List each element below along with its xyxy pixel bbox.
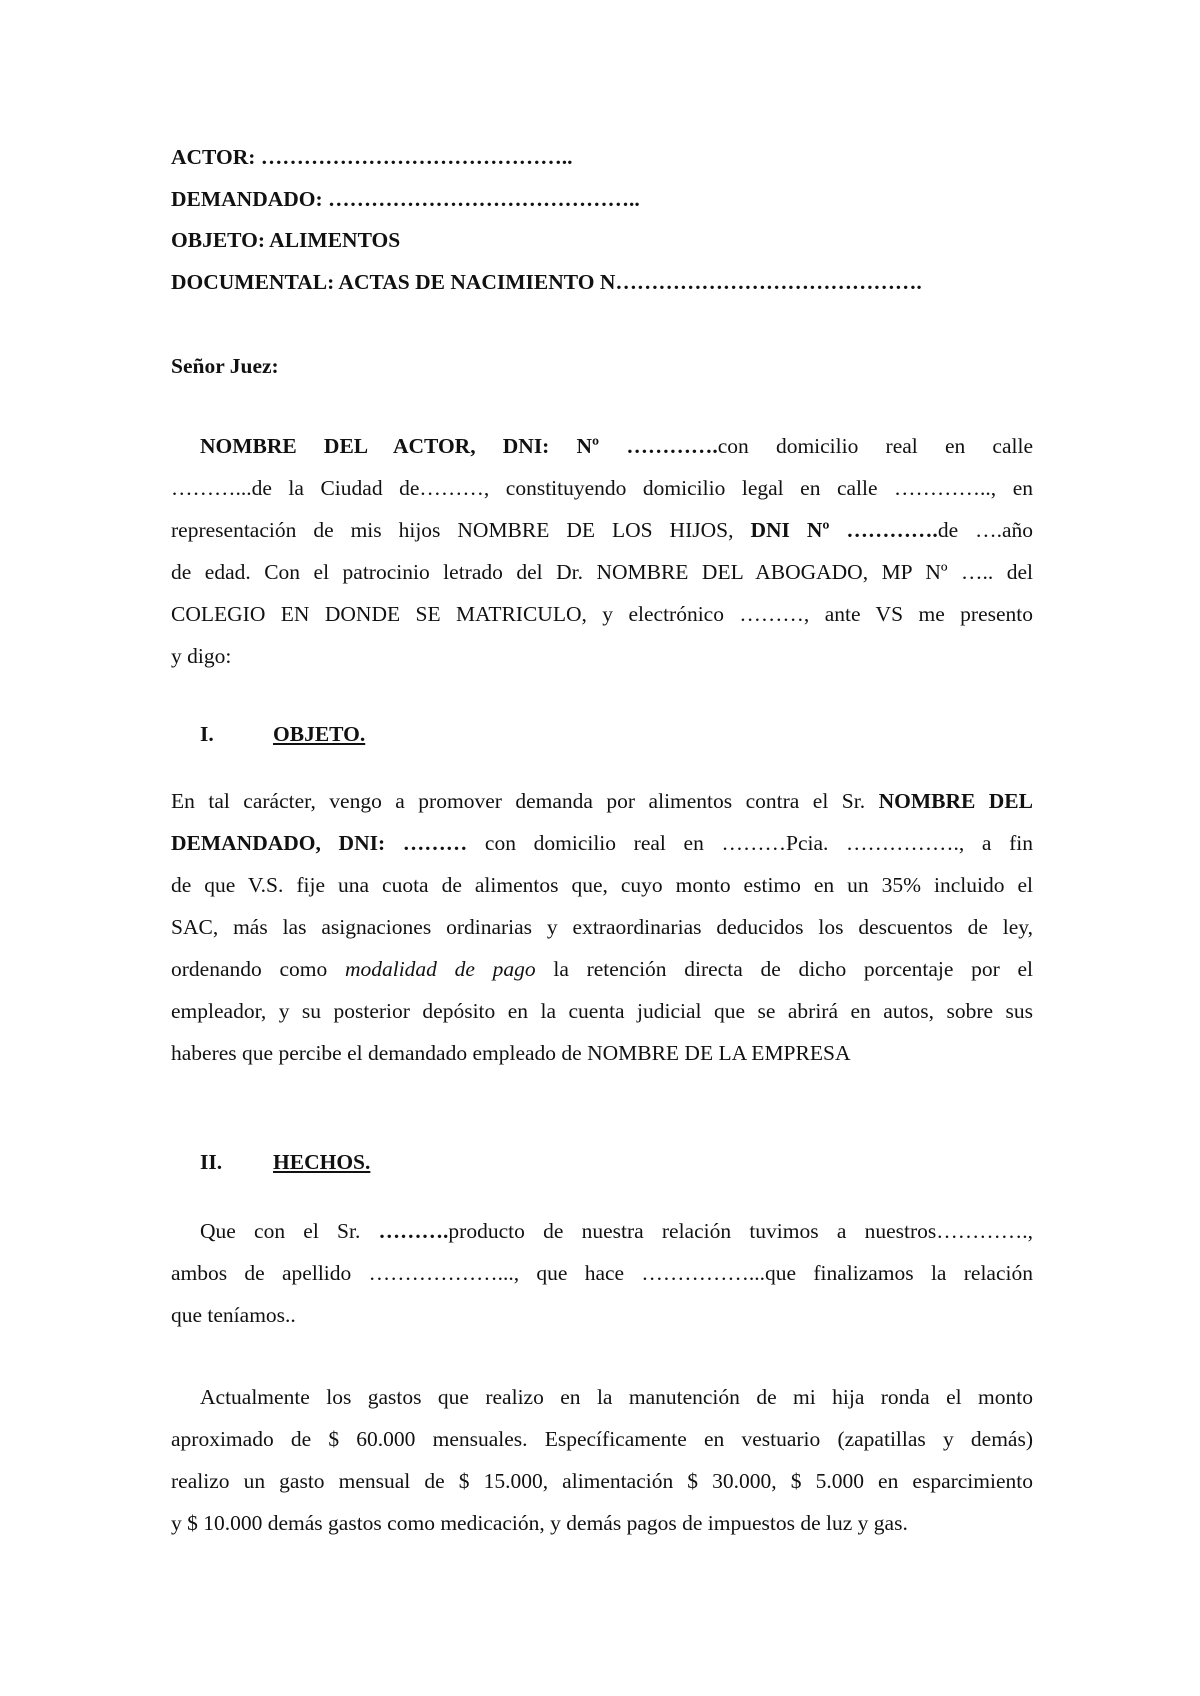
intro-line-4: de edad. Con el patrocinio letrado del Dr. NOMBRE DEL ABOGADO, MP Nº ….. del [171,560,1033,584]
objeto-line-1 [171,780,1033,822]
hechos-paragraph-2 [171,1376,1033,1544]
documental-line: DOCUMENTAL: ACTAS DE NACIMIENTO N……………………………………. [171,269,922,294]
gastos-line-1: Actualmente los gastos que realizo en la manutención de mi hija ronda el monto [200,1385,1033,1409]
intro-line-2: ………...de la Ciudad de………, constituyendo domicilio legal en calle ………….., en [171,476,1033,500]
hechos-paragraph-1 [171,1210,1033,1336]
objeto-line-2 [171,822,1033,864]
children-dni-placeholder: DNI Nº …………. [750,518,938,542]
objeto-line-7: haberes que percibe el demandado empleado de NOMBRE DE LA EMPRESA [171,1041,851,1065]
intro-line-3 [171,509,1033,551]
objeto-line-5-end: la retención directa de dicho porcentaje por el [553,957,1034,981]
intro-line-5: COLEGIO EN DONDE SE MATRICULO, y electrónico ………, ante VS me presento [171,602,1033,626]
hechos-line-1-end: producto de nuestra relación tuvimos a nuestros…………., [448,1219,1033,1243]
demandado-dni-placeholder: DEMANDADO, DNI: ……… [171,831,468,855]
objeto-line-5 [171,948,1033,990]
objeto-line-2-text: con domicilio real en ………Pcia. ……………., a fin [467,831,1033,855]
section-heading-objeto [200,722,365,747]
actor-line: ACTOR: …………………………………….. [171,145,573,169]
intro-line-1 [171,425,1033,467]
hechos-line-1-text: Que con el Sr. [200,1219,379,1243]
gastos-line-2: aproximado de $ 60.000 mensuales. Específicamente en vestuario (zapatillas y demás) [171,1427,1033,1451]
modalidad-de-pago-term: modalidad de pago [344,957,536,981]
demandado-line: DEMANDADO: …………………………………….. [171,186,640,211]
gastos-line-3: realizo un gasto mensual de $ 15.000, alimentación $ 30.000, $ 5.000 en esparcimiento [171,1469,1033,1493]
intro-paragraph [171,425,1033,677]
section-number: I. [200,722,214,746]
section-title: HECHOS. [273,1150,371,1174]
objeto-line-5-text: ordenando como [171,957,328,981]
partner-name-placeholder: ………. [378,1219,449,1243]
intro-line-3-end: de ….año [937,518,1033,542]
salutation: Señor Juez: [171,354,279,378]
actor-name-placeholder: NOMBRE DEL ACTOR, DNI: Nº …………. [200,434,718,458]
objeto-line-1-text: En tal carácter, vengo a promover demanda por alimentos contra el Sr. [171,789,879,813]
gastos-line-4: y $ 10.000 demás gastos como medicación, y demás pagos de impuestos de luz y gas. [171,1511,908,1535]
demandado-name-placeholder: NOMBRE DEL [878,789,1033,813]
case-header [171,137,922,303]
objeto-line-3: de que V.S. fije una cuota de alimentos que, cuyo monto estimo en un 35% incluido el [171,873,1033,897]
intro-line-3-text: representación de mis hijos NOMBRE DE LOS HIJOS, [171,518,751,542]
hechos-line-2: ambos de apellido ………………..., que hace ……………...que finalizamos la relación [171,1261,1033,1285]
objeto-line-4: SAC, más las asignaciones ordinarias y extraordinarias deducidos los descuentos de ley, [171,915,1033,939]
intro-line-1-text: con domicilio real en calle [717,434,1033,458]
section-title: OBJETO. [273,722,366,746]
objeto-line-6: empleador, y su posterior depósito en la cuenta judicial que se abrirá en autos, sobre sus [171,999,1033,1023]
objeto-paragraph [171,780,1033,1074]
hechos-line-1 [171,1210,1033,1252]
hechos-line-3: que teníamos.. [171,1303,296,1327]
section-heading-hechos [200,1150,370,1175]
objeto-line: OBJETO: ALIMENTOS [171,228,401,252]
section-number: II. [200,1150,223,1174]
intro-line-6: y digo: [171,644,232,668]
